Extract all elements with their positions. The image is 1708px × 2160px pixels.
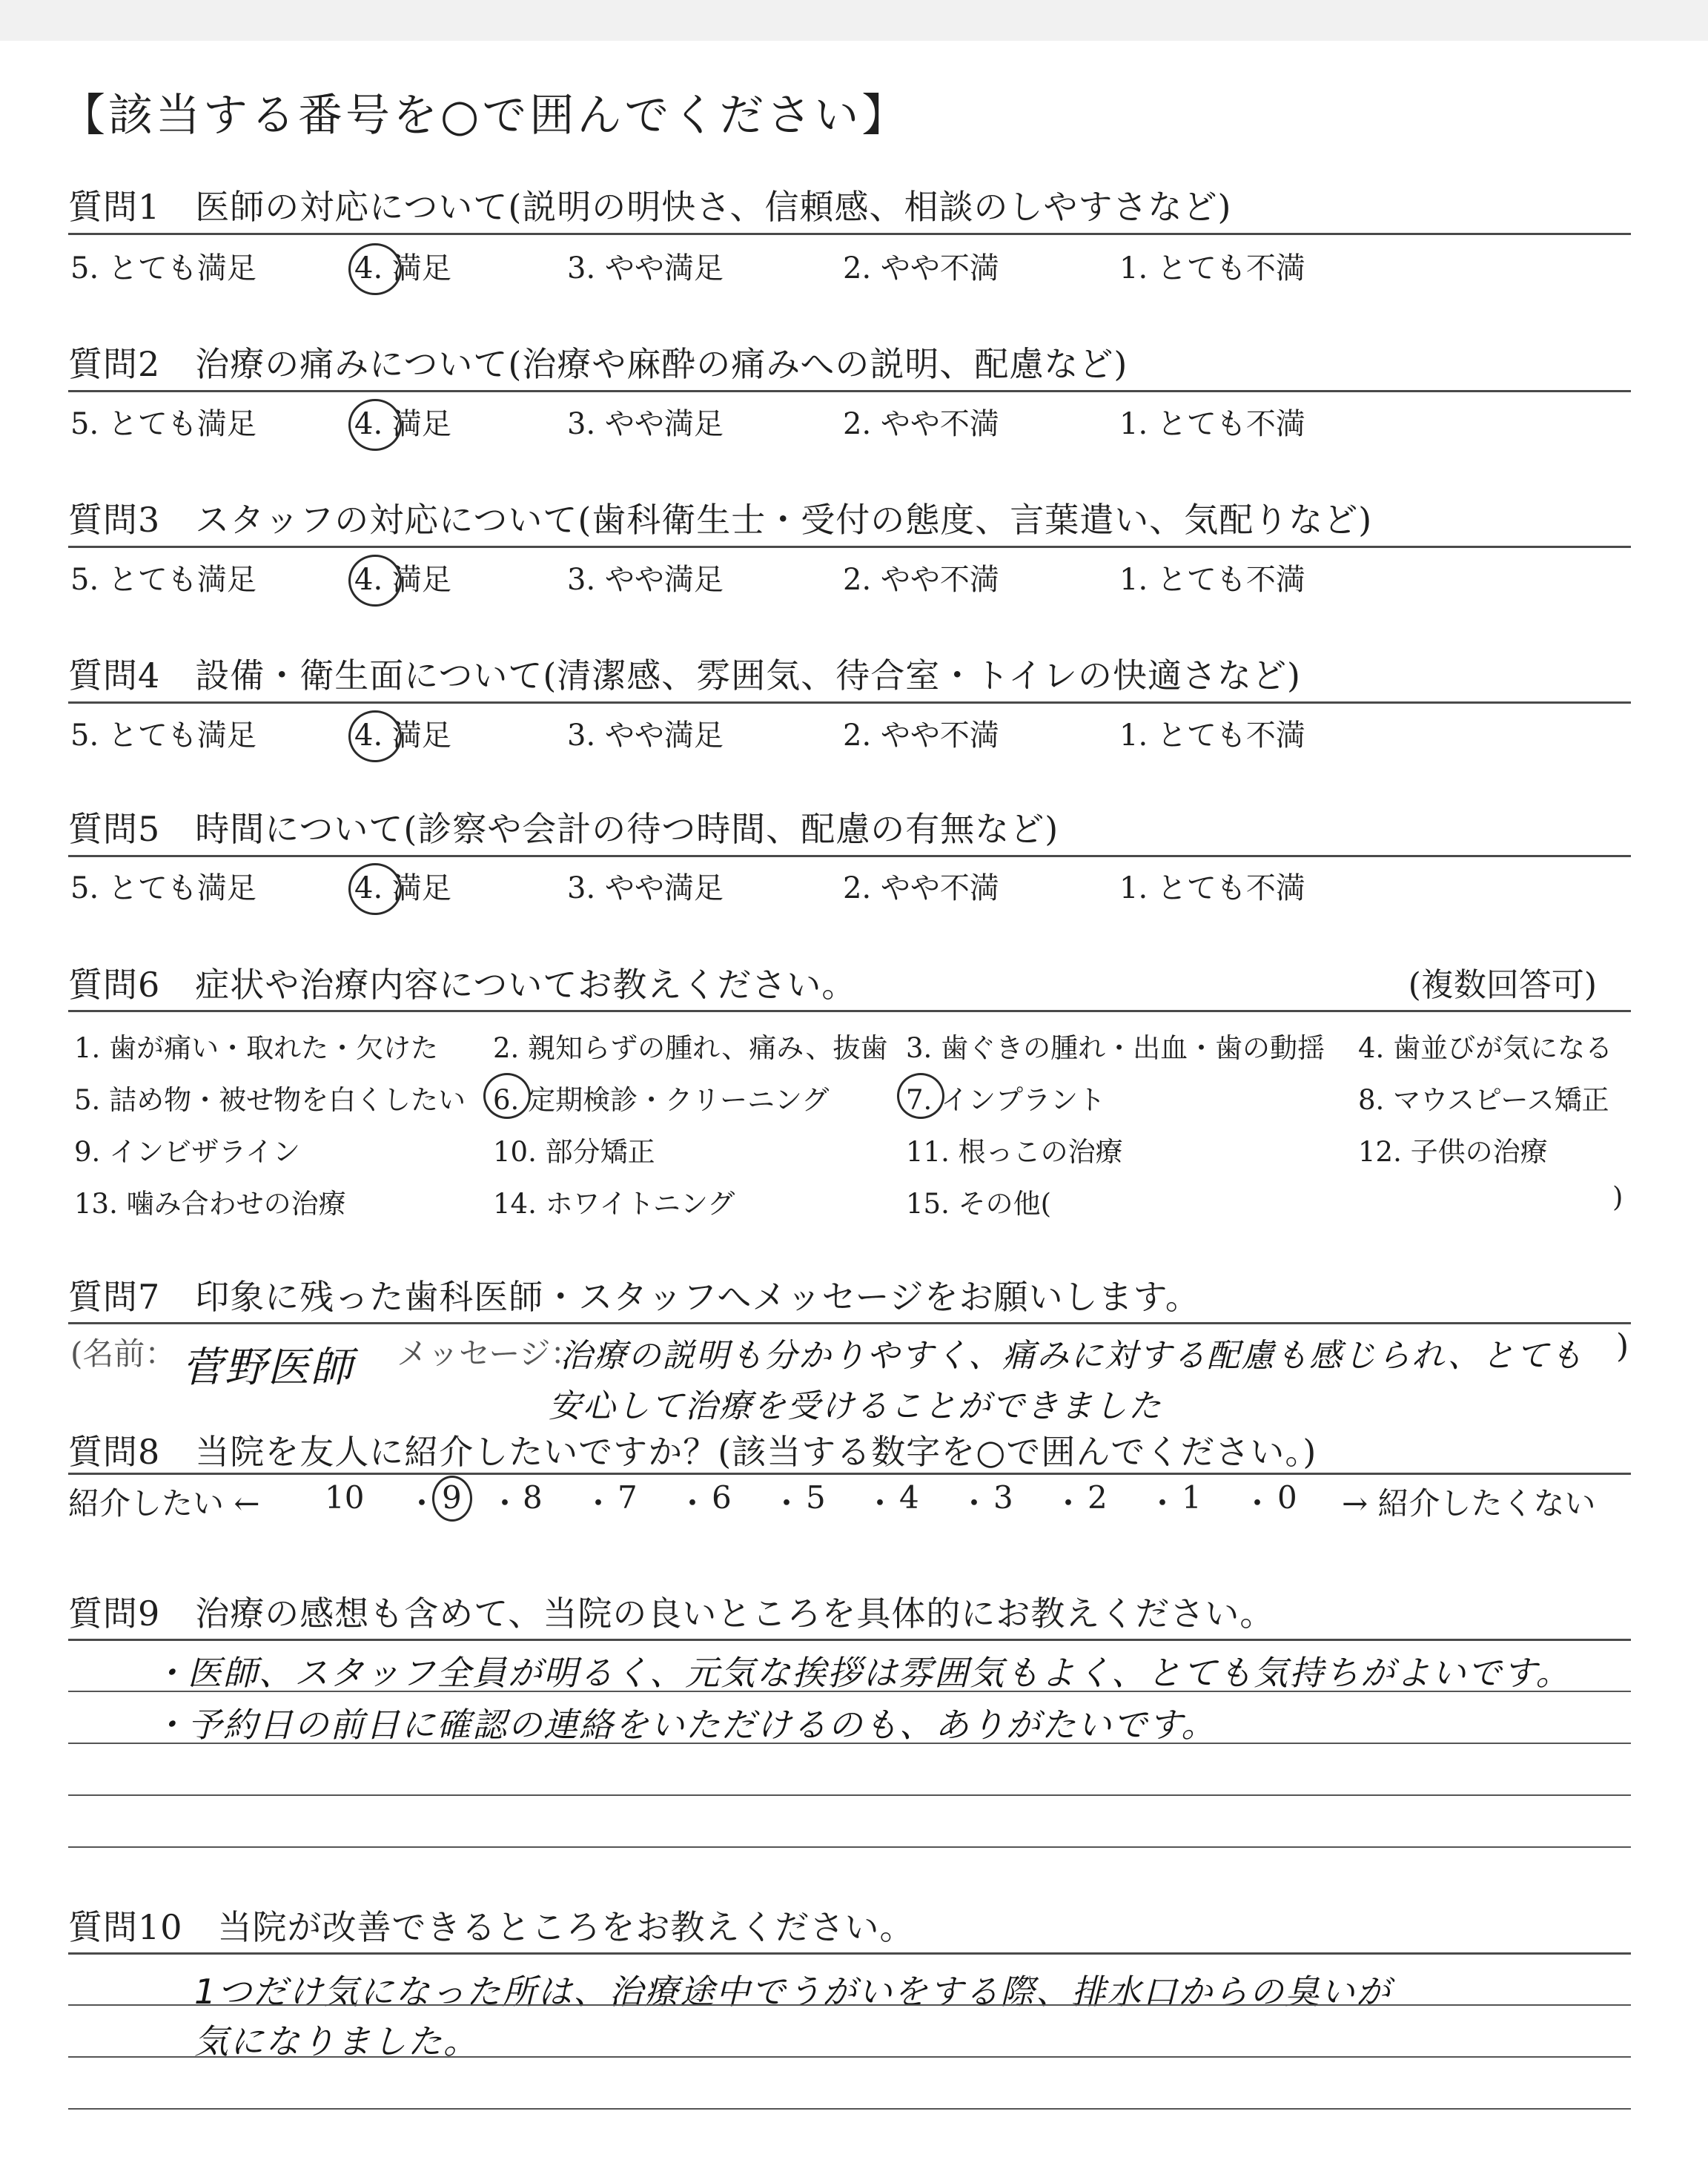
q3-selection-circle <box>348 555 402 607</box>
q1-option-1[interactable]: 1. とても不満 <box>1119 251 1305 285</box>
question-10-rule-4 <box>68 2108 1631 2110</box>
q9-answer-line1[interactable]: ・医師、スタッフ全員が明るく、元気な挨拶は雰囲気もよく、とても気持ちがよいです。 <box>152 1653 1572 1693</box>
q5-selection-circle <box>348 863 402 915</box>
question-10-rule-2 <box>68 2004 1631 2006</box>
q6-option-12[interactable]: 12. 子供の治療 <box>1358 1136 1548 1168</box>
q2-selection-circle <box>348 399 402 451</box>
q8-selection-circle <box>432 1476 472 1522</box>
q6-option-10[interactable]: 10. 部分矯正 <box>493 1136 655 1168</box>
question-5-rule <box>68 855 1631 857</box>
question-9-rule-2 <box>68 1691 1631 1692</box>
q5-option-5[interactable]: 5. とても満足 <box>70 871 256 905</box>
q8-scale-value-9[interactable]: 9 <box>442 1479 462 1516</box>
question-9-rule-3 <box>68 1743 1631 1744</box>
q2-option-4[interactable]: 4. 満足 <box>354 407 451 441</box>
question-9-title: 質問9 治療の感想も含めて、当院の良いところを具体的にお教えください。 <box>68 1593 1275 1634</box>
q2-option-3[interactable]: 3. やや満足 <box>567 407 724 441</box>
q3-option-3[interactable]: 3. やや満足 <box>567 563 724 597</box>
q8-scale-separator: ・ <box>677 1485 709 1522</box>
q8-scale-separator: ・ <box>959 1485 990 1522</box>
q8-scale-value-3[interactable]: 3 <box>993 1479 1013 1516</box>
q8-scale-value-0[interactable]: 0 <box>1277 1479 1297 1516</box>
q8-scale-value-1[interactable]: 1 <box>1182 1479 1202 1516</box>
q3-option-2[interactable]: 2. やや不満 <box>843 563 999 597</box>
q8-scale-value-4[interactable]: 4 <box>899 1479 919 1516</box>
q8-scale-separator: ・ <box>489 1485 521 1522</box>
question-5-title: 質問5 時間について(診察や会計の待つ時間、配慮の有無など) <box>68 809 1059 849</box>
question-3-rule <box>68 546 1631 548</box>
q5-option-1[interactable]: 1. とても不満 <box>1119 871 1305 905</box>
q6-option-15-close: ) <box>1612 1181 1623 1213</box>
question-6-title: 質問6 症状や治療内容についてお教えください。 <box>68 965 857 1005</box>
q6-option-4[interactable]: 4. 歯並びが気になる <box>1358 1032 1613 1064</box>
q8-scale-separator: ・ <box>1053 1485 1085 1522</box>
q8-scale-separator: ・ <box>771 1485 803 1522</box>
question-6-rule <box>68 1010 1631 1012</box>
q8-scale-value-8[interactable]: 8 <box>523 1479 543 1516</box>
question-1-title: 質問1 医師の対応について(説明の明快さ、信頼感、相談のしやすさなど) <box>68 187 1232 227</box>
q5-option-2[interactable]: 2. やや不満 <box>843 871 999 905</box>
q7-message-label: メッセージ： <box>397 1335 582 1372</box>
q4-option-2[interactable]: 2. やや不満 <box>843 719 999 753</box>
q3-option-5[interactable]: 5. とても満足 <box>70 563 256 597</box>
q8-right-label: → 紹介したくない <box>1342 1485 1596 1522</box>
q8-scale-separator: ・ <box>864 1485 896 1522</box>
question-7-rule <box>68 1322 1631 1324</box>
q6-option-9[interactable]: 9. インビザライン <box>74 1136 300 1168</box>
page-heading: 【該当する番号を○で囲んでください】 <box>61 90 910 142</box>
question-10-rule-1 <box>68 1952 1631 1955</box>
q1-option-2[interactable]: 2. やや不満 <box>843 251 999 285</box>
question-3-title: 質問3 スタッフの対応について(歯科衛生士・受付の態度、言葉遣い、気配りなど) <box>68 500 1373 540</box>
q6-option-14[interactable]: 14. ホワイトニング <box>493 1188 735 1220</box>
q8-scale-value-5[interactable]: 5 <box>806 1479 826 1516</box>
q8-scale-separator: ・ <box>406 1485 438 1522</box>
q6-option-11[interactable]: 11. 根っこの治療 <box>906 1136 1123 1168</box>
q6-option-8[interactable]: 8. マウスピース矯正 <box>1358 1084 1609 1116</box>
q6-option-7-circle <box>897 1073 944 1119</box>
q4-option-3[interactable]: 3. やや満足 <box>567 719 724 753</box>
q6-option-5[interactable]: 5. 詰め物・被せ物を白くしたい <box>74 1084 466 1116</box>
q3-option-4[interactable]: 4. 満足 <box>354 563 451 597</box>
q8-scale-value-7[interactable]: 7 <box>618 1479 638 1516</box>
q8-scale-value-10[interactable]: 10 <box>325 1479 365 1516</box>
question-7-title: 質問7 印象に残った歯科医師・スタッフへメッセージをお願いします。 <box>68 1277 1200 1317</box>
q7-name-value[interactable]: 菅野医師 <box>182 1344 354 1392</box>
q1-option-3[interactable]: 3. やや満足 <box>567 251 724 285</box>
question-10-rule-3 <box>68 2056 1631 2058</box>
q2-option-2[interactable]: 2. やや不満 <box>843 407 999 441</box>
question-8-rule <box>68 1473 1631 1475</box>
question-4-rule <box>68 701 1631 704</box>
q8-scale-separator: ・ <box>583 1485 615 1522</box>
q6-option-6[interactable]: 6. 定期検診・クリーニング <box>493 1084 830 1116</box>
q3-option-1[interactable]: 1. とても不満 <box>1119 563 1305 597</box>
q5-option-3[interactable]: 3. やや満足 <box>567 871 724 905</box>
q7-name-label: (名前： <box>70 1335 176 1372</box>
question-4-title: 質問4 設備・衛生面について(清潔感、雰囲気、待合室・トイレの快適さなど) <box>68 655 1301 696</box>
q1-option-4[interactable]: 4. 満足 <box>354 251 451 285</box>
q6-option-2[interactable]: 2. 親知らずの腫れ、痛み、抜歯 <box>493 1032 888 1064</box>
q7-close-paren: ) <box>1616 1327 1629 1365</box>
q6-option-1[interactable]: 1. 歯が痛い・取れた・欠けた <box>74 1032 439 1064</box>
q9-answer-line2[interactable]: ・予約日の前日に確認の連絡をいただけるのも、ありがたいです。 <box>152 1705 1217 1745</box>
question-9-rule-5 <box>68 1846 1631 1848</box>
q4-option-1[interactable]: 1. とても不満 <box>1119 719 1305 753</box>
q6-option-15[interactable]: 15. その他( <box>906 1188 1052 1220</box>
q8-scale-separator: ・ <box>1242 1485 1274 1522</box>
q1-option-5[interactable]: 5. とても満足 <box>70 251 256 285</box>
q6-option-6-circle <box>483 1073 531 1119</box>
q10-answer-line1[interactable]: 1つだけ気になった所は、治療途中でうがいをする際、排水口からの臭いが <box>194 1972 1392 2012</box>
q7-message-line2[interactable]: 安心して治療を受けることができました <box>549 1387 1162 1425</box>
q5-option-4[interactable]: 4. 満足 <box>354 871 451 905</box>
q6-option-13[interactable]: 13. 噛み合わせの治療 <box>74 1188 346 1220</box>
q6-option-7[interactable]: 7. インプラント <box>906 1084 1106 1116</box>
question-2-rule <box>68 390 1631 392</box>
question-9-rule-1 <box>68 1639 1631 1641</box>
q6-option-3[interactable]: 3. 歯ぐきの腫れ・出血・歯の動揺 <box>906 1032 1325 1064</box>
q4-option-5[interactable]: 5. とても満足 <box>70 719 256 753</box>
question-9-rule-4 <box>68 1794 1631 1796</box>
question-1-rule <box>68 233 1631 235</box>
q4-selection-circle <box>348 710 402 762</box>
q7-message-line1[interactable]: 治療の説明も分かりやすく、痛みに対する配慮も感じられ、とても <box>560 1337 1584 1375</box>
q4-option-4[interactable]: 4. 満足 <box>354 719 451 753</box>
question-8-title: 質問8 当院を友人に紹介したいですか？(該当する数字を○で囲んでください。) <box>68 1432 1317 1472</box>
q8-left-label: 紹介したい ← <box>68 1485 260 1522</box>
question-6-note: (複数回答可) <box>1408 966 1597 1004</box>
q2-option-5[interactable]: 5. とても満足 <box>70 407 256 441</box>
q1-selection-circle <box>348 243 402 295</box>
q8-scale-value-6[interactable]: 6 <box>712 1479 732 1516</box>
q8-scale-separator: ・ <box>1147 1485 1179 1522</box>
q10-answer-line2[interactable]: 気になりました。 <box>194 2021 479 2061</box>
q8-scale-value-2[interactable]: 2 <box>1088 1479 1108 1516</box>
question-2-title: 質問2 治療の痛みについて(治療や麻酔の痛みへの説明、配慮など) <box>68 344 1128 384</box>
q2-option-1[interactable]: 1. とても不満 <box>1119 407 1305 441</box>
question-10-title: 質問10 当院が改善できるところをお教えください。 <box>68 1907 915 1947</box>
